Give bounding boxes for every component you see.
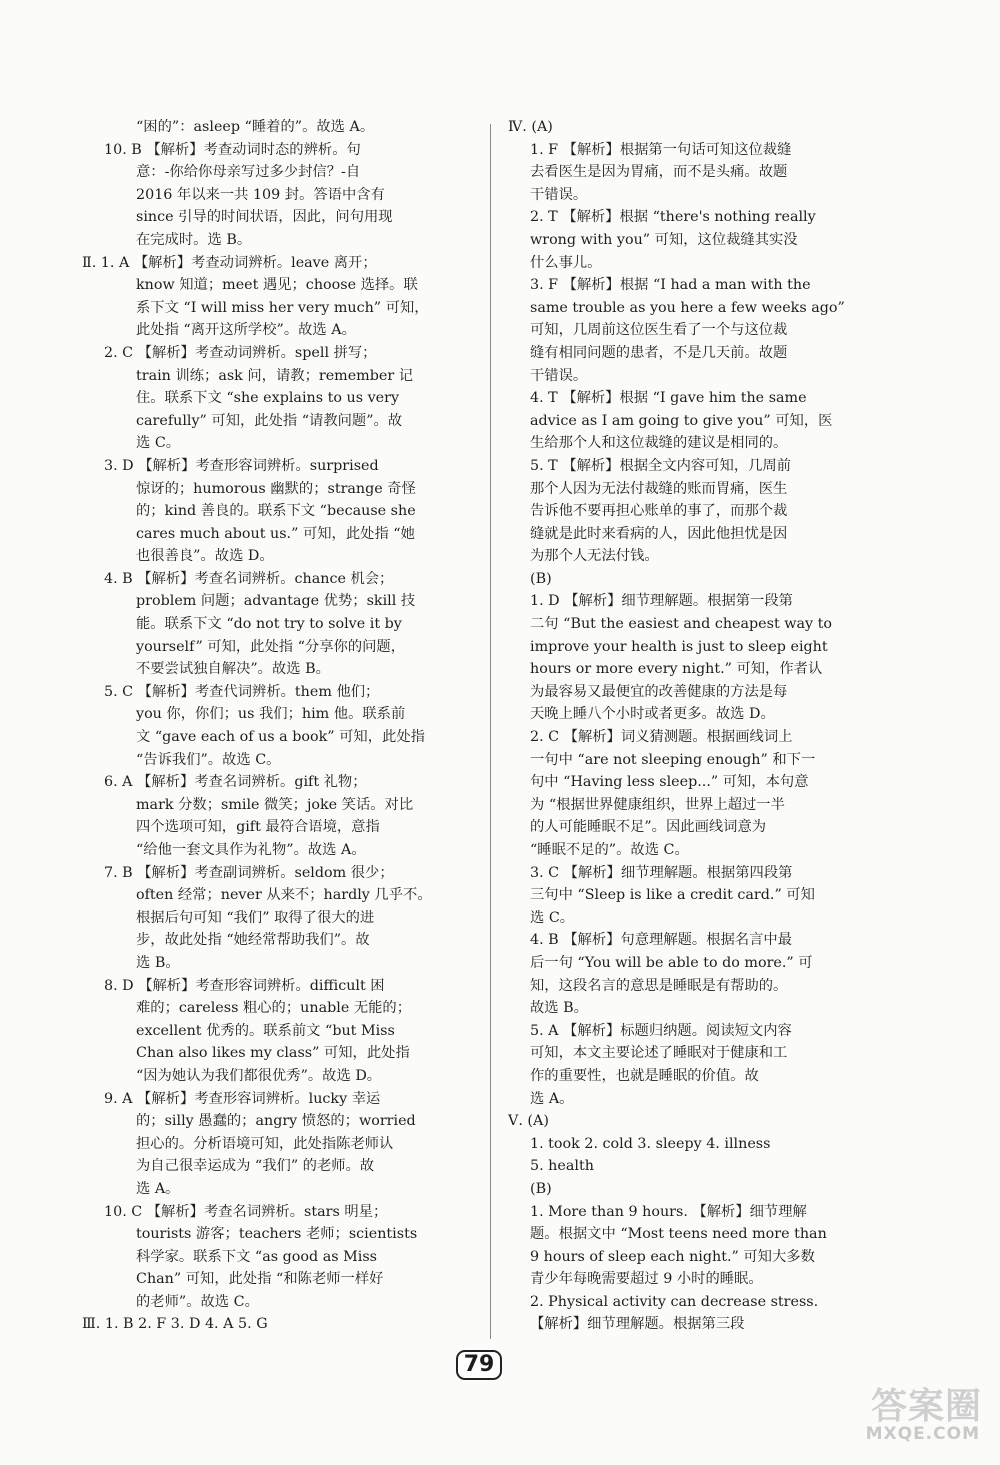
text-line: 四个选项可知，gift 最符合语境，意指: [136, 819, 380, 836]
text-line: 句中 “Having less sleep...” 可知，本句意: [530, 774, 809, 791]
text-line: wrong with you” 可知，这位裁缝其实没: [530, 231, 798, 248]
text-line: 一句中 “are not sleeping enough” 和下一: [530, 751, 816, 768]
text-line: cares much about us.” 可知，此处指 “她: [136, 525, 415, 542]
text-line: 根据后句可知 “我们” 取得了很大的进: [136, 909, 375, 926]
text-line: 也很善良”。故选 D。: [136, 548, 274, 565]
text-line: Ⅴ. (A): [508, 1113, 549, 1130]
text-line: 的；kind 善良的。联系下文 “because she: [136, 503, 416, 520]
watermark-sub-text: MXQE.COM: [865, 1424, 980, 1444]
text-line: 2. Physical activity can decrease stress.: [530, 1293, 819, 1310]
text-line: 在完成时。选 B。: [136, 231, 252, 248]
text-line: 1. F 【解析】根据第一句话可知这位裁缝: [530, 141, 792, 158]
text-line: Chan also likes my class” 可知，此处指: [136, 1045, 410, 1062]
text-line: 10. C 【解析】考查名词辨析。stars 明星；: [104, 1203, 388, 1220]
text-line: 的；silly 愚蠢的；angry 愤怒的；worried: [136, 1113, 416, 1130]
text-line: “睡眠不足的”。故选 C。: [530, 842, 689, 858]
text-line: 3. D 【解析】考查形容词辨析。surprised: [104, 457, 379, 474]
text-line: mark 分数；smile 微笑；joke 笑话。对比: [136, 796, 414, 813]
text-line: 为 “根据世界健康组织，世界上超过一半: [530, 796, 785, 813]
text-line: 3. C 【解析】细节理解题。根据第四段第: [530, 864, 793, 881]
text-line: “因为她认为我们都很优秀”。故选 D。: [136, 1067, 382, 1084]
text-line: 惊讶的；humorous 幽默的；strange 奇怪: [136, 480, 416, 497]
page-number: 79: [456, 1350, 502, 1380]
text-line: 2. C 【解析】词义猜测题。根据画线词上: [530, 729, 793, 746]
text-line: 那个人因为无法付裁缝的账而胃痛，医生: [530, 480, 788, 497]
text-line: 选 C。: [136, 435, 181, 452]
text-line: 后一句 “You will be able to do more.” 可: [530, 954, 813, 971]
text-line: 2. C 【解析】考查动词辨析。spell 拼写；: [104, 344, 377, 361]
text-line: 选 C。: [530, 909, 575, 926]
text-line: 为自己很幸运成为 “我们” 的老师。故: [136, 1158, 375, 1175]
text-line: 7. B 【解析】考查副词辨析。seldom 很少；: [104, 864, 394, 881]
text-line: “告诉我们”。故选 C。: [136, 751, 281, 768]
text-line: 知，这段名言的意思是睡眠是有帮助的。: [530, 977, 788, 994]
text-line: Ⅲ. 1. B 2. F 3. D 4. A 5. G: [82, 1316, 268, 1333]
text-line: Ⅱ. 1. A 【解析】考查动词辨析。leave 离开；: [82, 254, 377, 271]
text-line: 2016 年以来一共 109 封。答语中含有: [136, 186, 385, 203]
watermark-main-text: 答案圈: [870, 1386, 982, 1427]
text-line: 可知，几周前这位医生看了一个与这位裁: [530, 322, 788, 339]
text-line: 选 A。: [136, 1180, 180, 1197]
text-line: yourself” 可知，此处指 “分享你的问题，: [136, 638, 406, 655]
text-line: 三句中 “Sleep is like a credit card.” 可知: [530, 887, 815, 904]
text-line: 1. More than 9 hours. 【解析】细节理解: [530, 1203, 807, 1220]
text-line: carefully” 可知，此处指 “请教问题”。故: [136, 412, 403, 429]
text-line: 为那个人无法付钱。: [530, 548, 659, 565]
text-line: 科学家。联系下文 “as good as Miss: [136, 1248, 377, 1265]
text-line: 3. F 【解析】根据 “I had a man with the: [530, 277, 811, 294]
text-line: 作的重要性，也就是睡眠的价值。故: [530, 1067, 759, 1084]
text-line: “给他一套文具作为礼物”。故选 A。: [136, 842, 366, 858]
text-line: 去看医生是因为胃痛，而不是头痛。故题: [530, 164, 788, 181]
text-line: 不要尝试独自解决”。故选 B。: [136, 661, 330, 678]
text-line: 5. health: [530, 1158, 594, 1175]
text-line: 住。联系下文 “she explains to us very: [136, 390, 400, 407]
text-line: 5. A 【解析】标题归纳题。阅读短文内容: [530, 1022, 792, 1039]
left-column: [82, 116, 470, 1336]
text-line: 9 hours of sleep each night.” 可知大多数: [530, 1248, 815, 1265]
text-line: 担心的。分析语境可知，此处指陈老师认: [136, 1135, 394, 1152]
text-line: 生给那个人和这位裁缝的建议是相同的。: [530, 435, 788, 452]
text-line: Chan” 可知，此处指 “和陈老师一样好: [136, 1271, 384, 1288]
text-line: 5. C 【解析】考查代词辨析。them 他们；: [104, 683, 380, 700]
text-line: 天晚上睡八个小时或者更多。故选 D。: [530, 706, 775, 723]
text-line: 故选 B。: [530, 1000, 588, 1017]
text-line: 9. A 【解析】考查形容词辨析。lucky 幸运: [104, 1090, 381, 1107]
text-line: 为最容易又最便宜的改善健康的方法是每: [530, 683, 788, 700]
text-line: 4. T 【解析】根据 “I gave him the same: [530, 390, 807, 407]
text-line: 难的；careless 粗心的；unable 无能的；: [136, 1000, 412, 1017]
text-line: 能。联系下文 “do not try to solve it by: [136, 616, 402, 633]
text-line: hours or more every night.” 可知，作者认: [530, 661, 823, 678]
text-line: 1. took 2. cold 3. sleepy 4. illness: [530, 1135, 771, 1152]
text-line: 步，故此处指 “她经常帮助我们”。故: [136, 932, 370, 949]
text-line: (B): [530, 1180, 552, 1197]
column-divider: [490, 124, 491, 1339]
text-line: 干错误。: [530, 186, 588, 203]
text-line: improve your health is just to sleep eight: [530, 638, 828, 655]
text-line: 可知，本文主要论述了睡眠对于健康和工: [530, 1045, 788, 1062]
text-line: 4. B 【解析】句意理解题。根据名言中最: [530, 932, 792, 949]
text-line: 系下文 “I will miss her very much” 可知，: [136, 299, 429, 316]
text-line: know 知道；meet 遇见；choose 选择。联: [136, 277, 418, 294]
text-line: 8. D 【解析】考查形容词辨析。difficult 困: [104, 977, 385, 994]
text-line: 二句 “But the easiest and cheapest way to: [530, 616, 832, 633]
text-line: 缝就是此时来看病的人，因此他担忧是因: [530, 525, 788, 542]
text-line: 5. T 【解析】根据全文内容可知，几周前: [530, 457, 792, 474]
text-line: problem 问题；advantage 优势；skill 技: [136, 593, 416, 610]
text-line: 1. D 【解析】细节理解题。根据第一段第: [530, 593, 793, 610]
text-line: often 经常；never 从来不；hardly 几乎不。: [136, 887, 432, 904]
text-line: same trouble as you here a few weeks ago”: [530, 299, 845, 316]
text-line: 选 B。: [136, 954, 180, 971]
text-line: excellent 优秀的。联系前文 “but Miss: [136, 1022, 395, 1039]
text-line: since 引导的时间状语，因此，问句用现: [136, 209, 393, 226]
text-line: 文 “gave each of us a book” 可知，此处指: [136, 729, 425, 746]
watermark-logo: [852, 1378, 982, 1450]
text-line: 的人可能睡眠不足”。因此画线词意为: [530, 819, 767, 836]
text-line: 缝有相同问题的患者，不是几天前。故题: [530, 344, 788, 361]
text-line: 干错误。: [530, 367, 588, 384]
text-line: 什么事儿。: [530, 254, 602, 271]
text-line: (B): [530, 570, 552, 587]
text-line: advice as I am going to give you” 可知，医: [530, 412, 833, 429]
text-line: 10. B 【解析】考查动词时态的辨析。句: [104, 141, 361, 158]
right-column: [508, 116, 892, 1336]
text-line: 6. A 【解析】考查名词辨析。gift 礼物；: [104, 774, 367, 791]
text-line: train 训练；ask 问，请教；remember 记: [136, 367, 414, 384]
text-line: tourists 游客；teachers 老师；scientists: [136, 1226, 418, 1243]
text-line: 意：-你给你母亲写过多少封信？-自: [136, 164, 361, 181]
text-line: 的老师”。故选 C。: [136, 1293, 259, 1310]
text-line: 2. T 【解析】根据 “there's nothing really: [530, 209, 816, 226]
text-line: 告诉他不要再担心账单的事了，而那个裁: [530, 503, 788, 520]
text-line: 4. B 【解析】考查名词辨析。chance 机会；: [104, 570, 394, 587]
text-line: 【解析】细节理解题。根据第三段: [530, 1316, 745, 1333]
text-line: 此处指 “离开这所学校”。故选 A。: [136, 322, 356, 339]
text-line: you 你，你们；us 我们；him 他。联系前: [136, 706, 406, 723]
text-line: 选 A。: [530, 1090, 574, 1107]
text-line: 题。根据文中 “Most teens need more than: [530, 1226, 827, 1243]
text-line: “困的”：asleep “睡着的”。故选 A。: [136, 119, 375, 135]
text-line: Ⅳ. (A): [508, 119, 553, 135]
text-line: 青少年每晚需要超过 9 小时的睡眠。: [530, 1271, 763, 1288]
